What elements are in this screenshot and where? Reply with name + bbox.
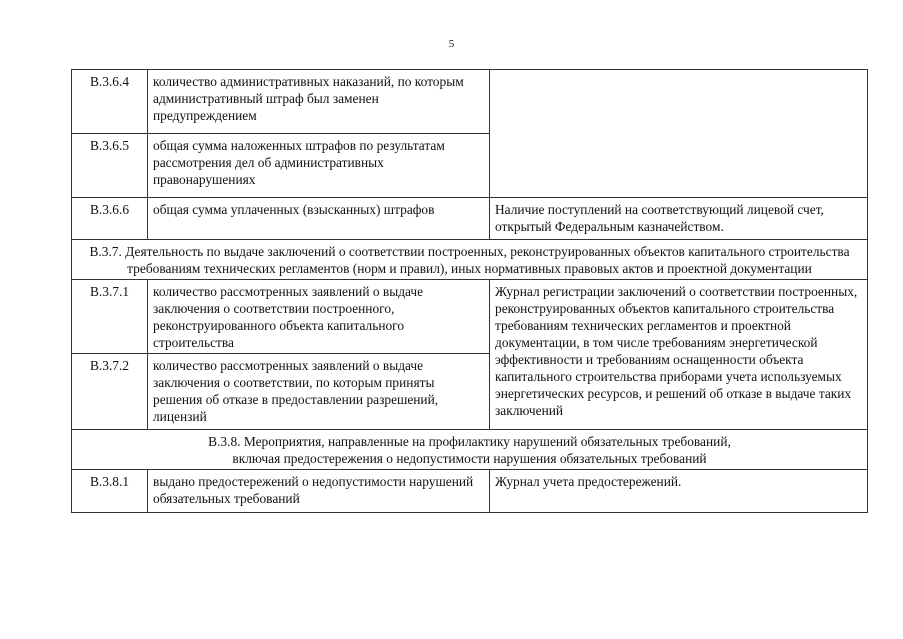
row-description: количество административных наказаний, по которым административный штраф был заменен предупреждением bbox=[148, 70, 490, 134]
row-description: общая сумма уплаченных (взысканных) штрафов bbox=[148, 198, 490, 240]
page-number: 5 bbox=[448, 38, 455, 50]
section-heading-3-7: В.3.7. Деятельность по выдаче заключений о соответствии построенных, реконструированных объектов капитального строительства требованиям технических регламентов (норм и правил), иных нормативных правовых актов и проектной документации bbox=[72, 240, 868, 280]
section-heading-line: В.3.8. Мероприятия, направленные на профилактику нарушений обязательных требований, bbox=[208, 434, 731, 449]
row-description: общая сумма наложенных штрафов по результатам рассмотрения дел об административных правонарушениях bbox=[148, 134, 490, 198]
table-row bbox=[72, 470, 868, 513]
row-description: количество рассмотренных заявлений о выдаче заключения о соответствии, по которым приняты решения об отказе в предоставлении разрешений, лицензий bbox=[148, 354, 490, 430]
row-code: В.3.6.4 bbox=[72, 70, 148, 134]
section-heading-row bbox=[72, 430, 868, 470]
section-heading-row bbox=[72, 240, 868, 280]
row-code: В.3.6.5 bbox=[72, 134, 148, 198]
table-row bbox=[72, 198, 868, 240]
row-code: В.3.6.6 bbox=[72, 198, 148, 240]
row-source: Журнал учета предостережений. bbox=[490, 470, 868, 513]
section-heading-line: включая предостережения о недопустимости нарушения обязательных требований bbox=[232, 451, 707, 466]
row-source: Журнал регистрации заключений о соответствии построенных, реконструированных объектов капитального строительства требованиям технических регламентов и проектной документации, в том числе требованиям энергетической эффективности и требованиям оснащенности объекта капитального строительства приборами учета используемых энергетических ресурсов, и решений об отказе в выдаче таких заключений bbox=[490, 280, 868, 430]
row-code: В.3.7.2 bbox=[72, 354, 148, 430]
table-row bbox=[72, 280, 868, 354]
row-description: выдано предостережений о недопустимости нарушений обязательных требований bbox=[148, 470, 490, 513]
row-source: Наличие поступлений на соответствующий лицевой счет, открытый Федеральным казначейством. bbox=[490, 198, 868, 240]
section-heading-3-8 bbox=[72, 430, 868, 470]
row-code: В.3.7.1 bbox=[72, 280, 148, 354]
indicators-table bbox=[71, 69, 868, 513]
table-row bbox=[72, 70, 868, 134]
row-code: В.3.8.1 bbox=[72, 470, 148, 513]
row-description: количество рассмотренных заявлений о выдаче заключения о соответствии построенного, реконструированного объекта капитального строительства bbox=[148, 280, 490, 354]
row-source-empty bbox=[490, 70, 868, 198]
